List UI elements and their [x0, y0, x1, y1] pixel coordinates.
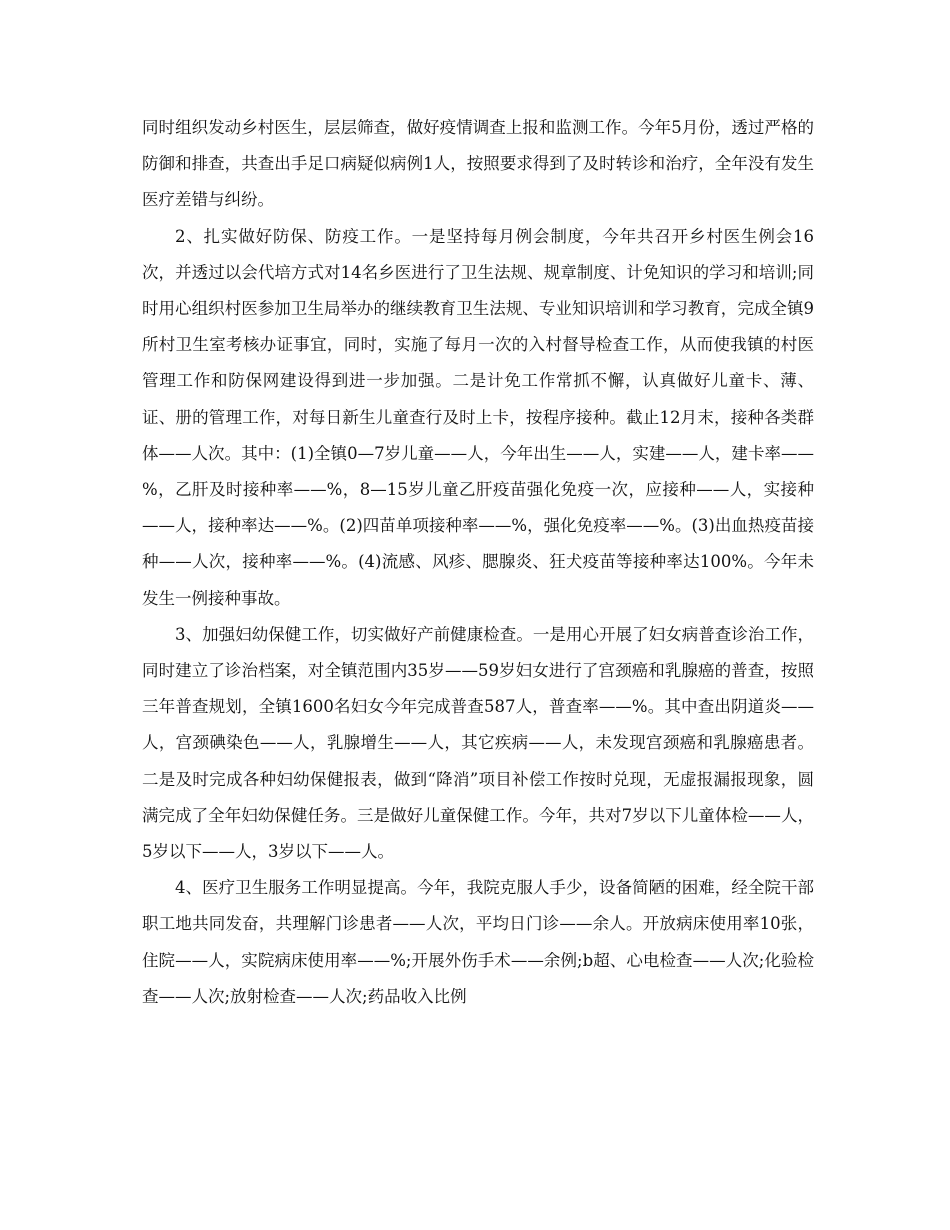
- paragraph-maternal-child-health: 3、加强妇幼保健工作，切实做好产前健康检查。一是用心开展了妇女病普查诊治工作，同时建立了诊治档案，对全镇范围内35岁——59岁妇女进行了宫颈癌和乳腺癌的普查，按照三年普查规划，全镇1600名妇女今年完成普查587人，普查率——%。其中查出阴道炎——人，宫颈碘染色——人，乳腺增生——人，其它疾病——人，未发现宫颈癌和乳腺癌患者。二是及时完成各种妇幼保健报表，做到“降消”项目补偿工作按时兑现，无虚报漏报现象，圆满完成了全年妇幼保健任务。三是做好儿童保健工作。今年，共对7岁以下儿童体检——人，5岁以下——人，3岁以下——人。: [142, 624, 814, 862]
- paragraph-medical-services: 4、医疗卫生服务工作明显提高。今年，我院克服人手少，设备简陋的困难，经全院干部职工地共同发奋，共理解门诊患者——人次，平均日门诊——余人。开放病床使用率10张，住院——人，实院病床使用率——%;开展外伤手术——余例;b超、心电检查——人次;化验检查——人次;放射检查——人次;药品收入比例: [142, 878, 814, 1006]
- paragraph-continuation: 同时组织发动乡村医生，层层筛查，做好疫情调查上报和监测工作。今年5月份，透过严格的防御和排查，共查出手足口病疑似病例1人，按照要求得到了及时转诊和治疗，全年没有发生医疗差错与纠纷。: [142, 118, 814, 210]
- paragraph-epidemic-prevention: 2、扎实做好防保、防疫工作。一是坚持每月例会制度，今年共召开乡村医生例会16次，并透过以会代培方式对14名乡医进行了卫生法规、规章制度、计免知识的学习和培训;同时用心组织村医参加卫生局举办的继续教育卫生法规、专业知识培训和学习教育，完成全镇9所村卫生室考核办证事宜，同时，实施了每月一次的入村督导检查工作，从而使我镇的村医管理工作和防保网建设得到进一步加强。二是计免工作常抓不懈，认真做好儿童卡、薄、证、册的管理工作，对每日新生儿童查行及时上卡，按程序接种。截止12月末，接种各类群体——人次。其中：(1)全镇0—7岁儿童——人，今年出生——人，实建——人，建卡率——%，乙肝及时接种率——%，8—15岁儿童乙肝疫苗强化免疫一次，应接种——人，实接种——人，接种率达——%。(2)四苗单项接种率——%，强化免疫率——%。(3)出血热疫苗接种——人次，接种率——%。(4)流感、风疹、腮腺炎、狂犬疫苗等接种率达100%。今年未发生一例接种事故。: [142, 226, 814, 608]
- document-body: [142, 110, 814, 1015]
